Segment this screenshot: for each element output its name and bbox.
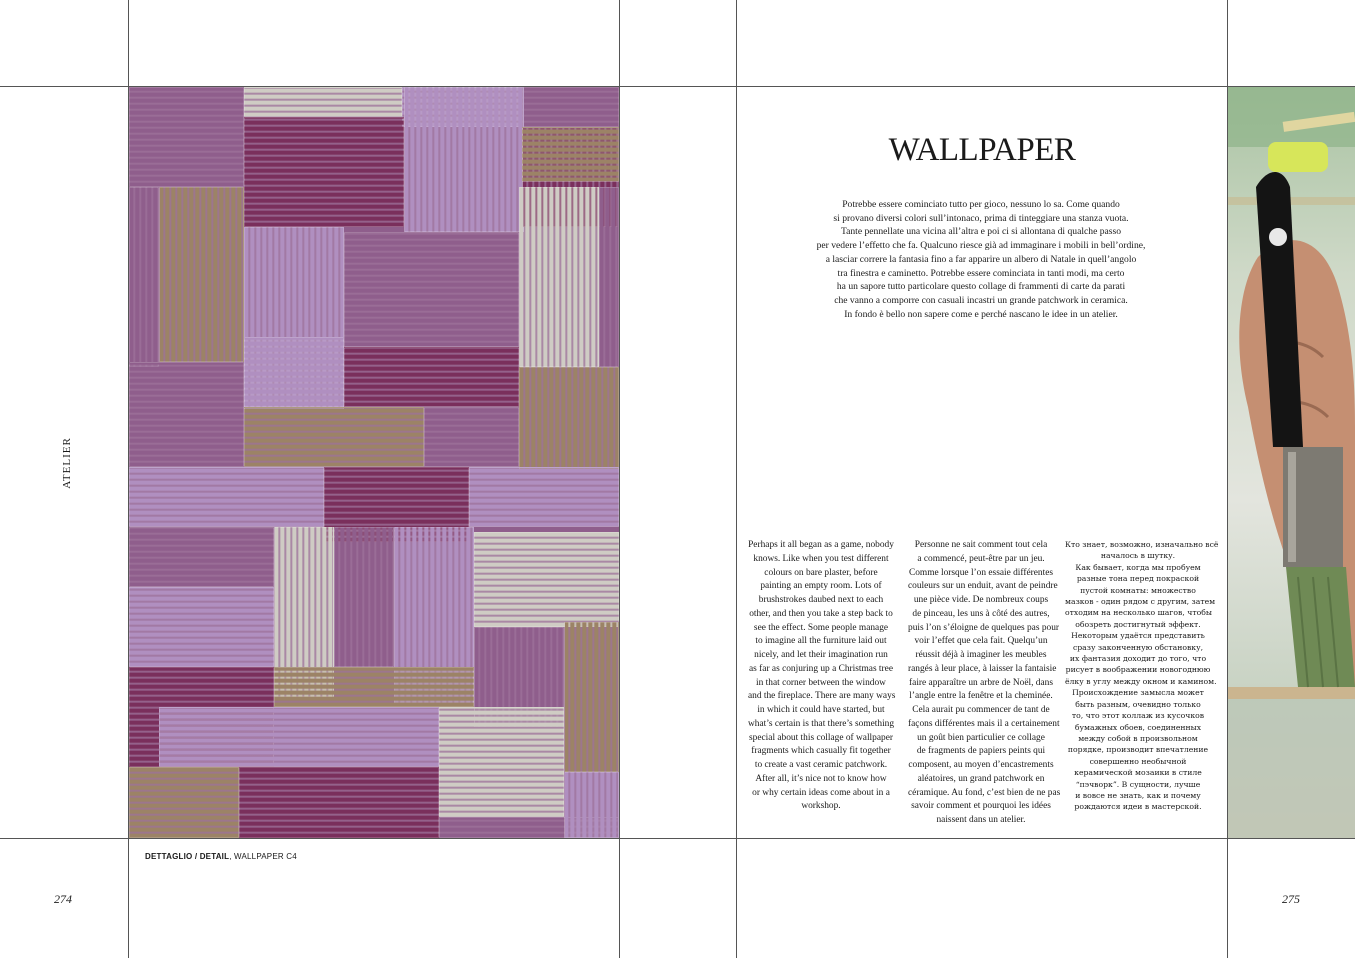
text-line: Personne ne sait comment tout cela xyxy=(914,540,1048,550)
collage-tile xyxy=(424,407,519,467)
collage-tile xyxy=(244,87,402,117)
text-line: Tante pennellate una vicina all’altra e poi ci si allontana di qualche passo xyxy=(840,226,1122,238)
text-line: voir l’effet que cela fait. Quelqu’un xyxy=(914,636,1048,647)
text-line: as far as conjuring up a Christmas tree xyxy=(749,663,893,674)
text-line: brushstrokes daubed next to each xyxy=(758,595,884,605)
text-line: fragments which casually fit together xyxy=(751,746,891,757)
text-line: их фантазия доходит до того, что xyxy=(1069,654,1207,664)
collage-tile xyxy=(522,87,619,127)
page-number-left: 274 xyxy=(54,892,72,906)
text-line: разные тона перед покраской xyxy=(1076,574,1200,584)
collage-tile xyxy=(474,532,619,627)
text-line: and the fireplace. There are many ways xyxy=(748,691,896,702)
image-caption xyxy=(145,852,297,861)
collage-tile xyxy=(334,527,394,667)
collage-tile xyxy=(129,467,324,527)
text-line: aléatoires, un grand patchwork en xyxy=(917,773,1045,784)
text-line: che vanno a comporre con casuali incastri un grande patchwork in ceramica. xyxy=(834,294,1128,306)
text-line: отходим на несколько шагов, чтобы xyxy=(1065,608,1212,618)
text-line: couleurs sur un enduit, avant de peindre xyxy=(908,581,1058,592)
text-line: to create a vast ceramic patchwork. xyxy=(754,760,888,770)
collage-tile xyxy=(469,467,619,527)
text-line: or why certain ideas come about in a xyxy=(752,787,890,798)
collage-tile xyxy=(522,127,619,182)
text-line: Происхождение замысла может xyxy=(1072,688,1204,698)
text-line: Potrebbe essere cominciato tutto per gioco, nessuno lo sa. Come quando xyxy=(842,199,1120,210)
text-line: faire apparaître un arbre de Noël, dans xyxy=(909,677,1053,688)
text-line: si provano diversi colori sull’intonaco, prima di tinteggiare una stanza vuota. xyxy=(833,212,1129,224)
caption-bold: DETTAGLIO / DETAIL xyxy=(145,852,230,861)
intro-paragraph-it xyxy=(800,198,1162,321)
collage-tile xyxy=(564,772,619,838)
text-line: “пэчворк”. В сущности, лучше xyxy=(1075,779,1201,789)
text-line: what’s certain is that there’s something xyxy=(748,718,895,729)
collage-tile xyxy=(519,187,599,367)
collage-tile xyxy=(519,367,619,472)
text-line: ha un sapore tutto particolare questo collage di frammenti di carte da parati xyxy=(836,281,1126,293)
collage-tile xyxy=(244,117,404,227)
text-line: In fondo è bello non sapere come e perché nascano le idee in un atelier. xyxy=(844,308,1118,320)
text-line: composent, au moyen d’encastrements xyxy=(908,760,1054,770)
text-line: façons différentes mais il a certainement xyxy=(908,718,1060,729)
text-line: пустой комнаты: множество xyxy=(1080,585,1196,595)
wallpaper-collage-image xyxy=(129,87,619,838)
text-line: керамической мозаики в стиле xyxy=(1074,768,1202,778)
text-line: бумажных обоев, соединенных xyxy=(1074,722,1202,732)
text-column-fr xyxy=(908,539,1061,828)
text-line: naissent dans un atelier. xyxy=(936,815,1026,825)
text-line: быть разным, очевидно только xyxy=(1075,699,1201,709)
text-line: совершенно необычной xyxy=(1089,756,1187,766)
text-line: per vedere l’effetto che fa. Qualcuno riesce già ad immaginare i mobili in bell’ordine, xyxy=(816,240,1146,252)
text-line: une pièce vide. De nombreux coups xyxy=(913,595,1049,605)
collage-tile xyxy=(599,187,619,367)
text-line: de pinceau, les uns à côté des autres, xyxy=(912,608,1050,619)
collage-tile xyxy=(159,187,244,362)
collage-tile xyxy=(129,362,244,467)
paintbrush-photo xyxy=(1228,87,1355,838)
section-label: ATELIER xyxy=(61,437,73,489)
text-line: puis l’on s’éloigne de quelques pas pour xyxy=(908,622,1060,633)
text-line: a commencé, peut-être par un jeu. xyxy=(917,553,1045,564)
text-line: de fragments de papiers peints qui xyxy=(916,746,1046,757)
text-line: Как бывает, когда мы пробуем xyxy=(1075,562,1201,572)
text-column-ru xyxy=(1065,539,1219,813)
text-line: Cela aurait pu commencer de tant de xyxy=(912,705,1050,715)
text-line: a lasciar correre la fantasia fino a far apparire un albero di Natale in quell’angolo xyxy=(825,253,1137,265)
text-line: рождаются идеи в мастерской. xyxy=(1074,802,1202,812)
collage-tile xyxy=(129,187,159,367)
collage-tile xyxy=(129,587,274,667)
collage-tile xyxy=(564,622,619,772)
text-line: other, and then you take a step back to xyxy=(749,608,893,619)
text-line: see the effect. Some people manage xyxy=(753,622,889,633)
text-line: rangés à leur place, à laisser la fantaisie xyxy=(908,663,1057,674)
text-line: и вовсе не знать, как и почему xyxy=(1075,790,1201,800)
collage-tile xyxy=(344,232,519,347)
text-line: ёлку в углу между окном и камином. xyxy=(1065,676,1217,686)
collage-tile xyxy=(244,407,424,467)
text-line: céramique. Au fond, c’est bien de ne pas xyxy=(908,787,1061,798)
grid-line xyxy=(619,0,620,958)
text-line: обозреть достигнутый эффект. xyxy=(1075,619,1201,629)
text-line: to imagine all the furniture laid out xyxy=(755,636,887,647)
text-line: сразу законченную обстановку, xyxy=(1072,642,1204,652)
text-line: réussit déjà à imaginer les meubles xyxy=(915,650,1047,660)
page-number-right: 275 xyxy=(1282,892,1300,906)
collage-tile xyxy=(129,527,274,587)
text-line: colours on bare plaster, before xyxy=(764,567,878,578)
text-line: то, что этот коллаж из кусочков xyxy=(1071,711,1205,721)
text-line: l’angle entre la fenêtre et la cheminée. xyxy=(909,691,1053,702)
text-line: мазков - один рядом с другим, затем xyxy=(1065,597,1216,607)
collage-tile xyxy=(404,87,524,232)
text-line: special about this collage of wallpaper xyxy=(749,732,893,743)
text-line: tra finestra e caminetto. Potrebbe essere cominciata in tanti modi, ma certo xyxy=(837,267,1125,279)
collage-tile xyxy=(129,767,239,838)
text-line: Perhaps it all began as a game, nobody xyxy=(748,540,894,550)
grid-line xyxy=(0,838,1355,839)
text-line: un goût bien particulier ce collage xyxy=(917,732,1045,743)
text-line: рисует в воображении новогоднюю xyxy=(1065,665,1211,675)
text-line: in which it could have started, but xyxy=(757,705,885,715)
text-line: между собой в произвольном xyxy=(1078,733,1198,743)
page-title: WALLPAPER xyxy=(888,132,1076,168)
text-line: After all, it’s nice not to know how xyxy=(755,773,887,784)
text-column-en xyxy=(748,539,894,814)
collage-tile xyxy=(274,667,474,707)
text-line: Кто знает, возможно, изначально всё xyxy=(1065,540,1219,549)
collage-tile xyxy=(344,347,519,407)
text-line: savoir comment et pourquoi les idées xyxy=(911,801,1051,812)
collage-tile xyxy=(239,767,439,838)
text-line: nicely, and let their imagination run xyxy=(754,650,888,660)
collage-tile xyxy=(439,707,564,817)
text-line: painting an empty room. Lots of xyxy=(760,581,882,592)
collage-tile xyxy=(129,87,244,187)
collage-tile xyxy=(159,707,439,767)
text-line: in that corner between the window xyxy=(756,677,886,688)
text-line: Некоторым удаётся представить xyxy=(1071,631,1205,641)
text-line: Comme lorsque l’on essaie différentes xyxy=(908,567,1054,578)
collage-tile xyxy=(244,337,344,412)
text-line: workshop. xyxy=(801,801,841,812)
text-line: knows. Like when you test different xyxy=(753,553,889,564)
text-line: началось в шутку. xyxy=(1100,551,1176,561)
text-line: порядке, производит впечатление xyxy=(1067,745,1209,755)
paintbrush-illustration xyxy=(1228,87,1355,838)
caption-text: , WALLPAPER C4 xyxy=(229,852,297,861)
